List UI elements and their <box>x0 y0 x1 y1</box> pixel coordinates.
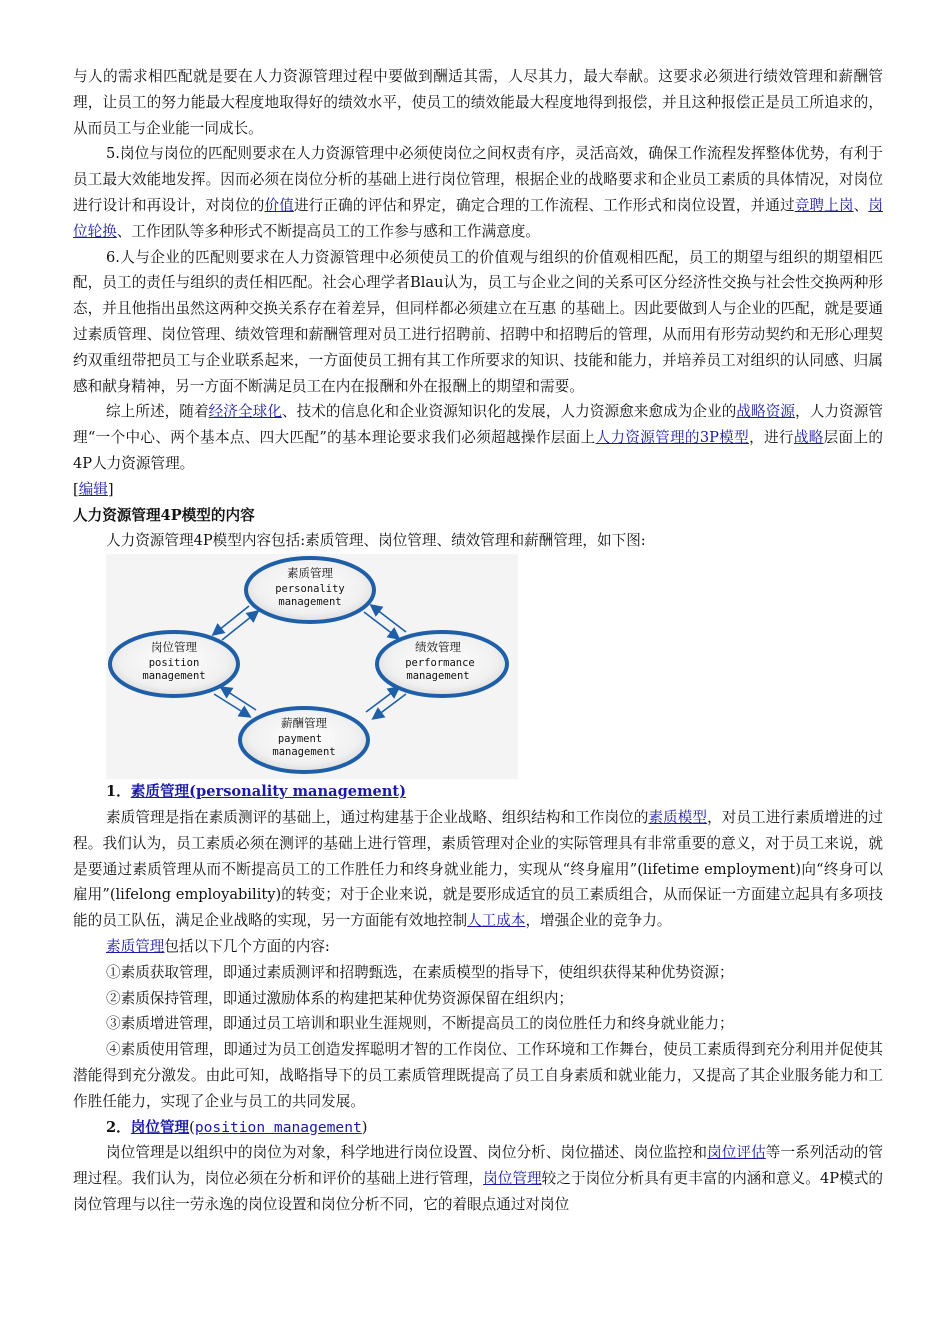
node-personality <box>246 558 374 622</box>
text: 包括以下几个方面的内容: <box>164 937 330 955</box>
s1-list-intro <box>73 934 883 960</box>
node-performance-en2: management <box>406 670 470 683</box>
text: 较之于岗位分析具有更丰富的内涵和意义。4P模式的岗位管理与以往一劳永逸的岗位设置和岗位分析不同，它的着眼点通过对岗位 <box>73 1170 883 1213</box>
edit-link-wrapper: [编辑] <box>73 480 114 498</box>
arrow-top-right <box>364 606 406 638</box>
link-competitive-recruitment[interactable]: 竞聘上岗 <box>794 196 854 214</box>
link-strategy[interactable]: 战略 <box>793 429 824 447</box>
node-position-en2: management <box>142 670 206 683</box>
node-personality-en2: management <box>278 596 342 609</box>
text: ) <box>361 1118 368 1136</box>
4p-model-diagram <box>106 554 518 779</box>
text: 进行正确的评估和界定，确定合理的工作流程、工作形式和岗位设置，并通过 <box>293 196 795 214</box>
link-economic-globalization[interactable]: 经济全球化 <box>208 403 282 421</box>
paragraph-summary <box>73 399 883 476</box>
node-position-cn: 岗位管理 <box>151 640 197 655</box>
s2-title-link-cn[interactable]: 岗位管理 <box>130 1118 190 1136</box>
text: 岗位管理是以组织中的岗位为对象，科学地进行岗位设置、岗位分析、岗位描述、岗位监控和 <box>106 1144 708 1162</box>
text: 层面上的4P人力资源管理。 <box>73 429 883 472</box>
link-3p-model[interactable]: 人力资源管理的3P模型 <box>595 429 750 447</box>
node-performance-en1: performance <box>405 657 475 670</box>
text: ，人力资源管理“一个中心、两个基本点、四大匹配”的基本理论要求我们必须超越操作层面上 <box>73 403 883 447</box>
node-payment-cn: 薪酬管理 <box>281 716 327 731</box>
text: 综上所述，随着 <box>106 403 209 421</box>
link-position-management[interactable]: 岗位管理 <box>483 1170 542 1188</box>
link-labor-cost[interactable]: 人工成本 <box>467 912 526 930</box>
node-performance <box>377 632 507 696</box>
text: ，对员工进行素质增进的过程。我们认为，员工素质必须在测评的基础上进行管理，素质管理对企业的实际管理具有非常重要的意义，对于员工来说，就是要通过素质管理从而不断提高员工的工作胜任力和终身就业能力，实现从“终身雇用”(lifetime employment)向“终身可以雇用”(lifelong employability)的转变；对于企业来说，就是要形成适宜的员工素质组合，从而保证一方面建立起具有多项技能的员工队伍，满足企业战略的实现，另一方面能有效地控制 <box>73 808 883 930</box>
node-position <box>110 632 238 696</box>
paragraph-person-organization-matching: 6.人与企业的匹配则要求在人力资源管理中必须使员工的价值观与组织的价值观相匹配，员工的期望与组织的期望相匹配，员工的责任与组织的责任相匹配。社会心理学者Blau认为，员工与企业之间的关系可区分经济性交换与社会性交换两种形态，并且他指出虽然这两种交换关系存在着差异，但同样都必须建立在互惠 的基础上。因此要做到人与企业的匹配，就是要通过素质管理、岗位管理、绩效管理和薪酬管理对员工进行招聘前、招聘中和招聘后的管理，从而用有形劳动契约和无形心理契约双重纽带把员工与企业联系起来，一方面使员工拥有其工作所要求的知识、技能和能力，并培养员工对组织的认同感、归属感和献身精神，另一方面不断满足员工在内在报酬和外在报酬上的期望和需要。 <box>73 248 883 395</box>
link-competency-model[interactable]: 素质模型 <box>648 808 708 826</box>
section-title: 人力资源管理4P模型的内容 <box>73 506 255 524</box>
text: ，进行 <box>749 429 794 447</box>
s1-item-4: ④素质使用管理，即通过为员工创造发挥聪明才智的工作岗位、工作环境和工作舞台，使员工素质得到充分利用并促使其潜能得到充分激发。由此可知，战略指导下的员工素质管理既提高了员工自身素质和就业能力，又提高了其企业服务能力和工作胜任能力，实现了企业与员工的共同发展。 <box>73 1041 883 1110</box>
s2-number: 2． <box>106 1118 131 1136</box>
link-job-rotation[interactable]: 岗位轮换 <box>73 196 883 240</box>
intro-text: 人力资源管理4P模型内容包括:素质管理、岗位管理、绩效管理和薪酬管理，如下图: <box>106 532 646 550</box>
arrow-top-left <box>214 606 257 640</box>
text: 、工作团队等多种形式不断提高员工的工作参与感和工作满意度。 <box>116 222 541 240</box>
node-personality-en1: personality <box>275 583 345 596</box>
arrow-right-bottom <box>366 688 406 718</box>
node-payment-en1: payment <box>277 733 323 746</box>
paragraph-position-matching <box>73 141 883 244</box>
text: 、 <box>853 196 869 214</box>
diagram-svg <box>106 554 518 779</box>
text: 、技术的信息化和企业资源知识化的发展，人力资源愈来愈成为企业的 <box>281 403 737 421</box>
text: 5.岗位与岗位的匹配则要求在人力资源管理中必须使岗位之间权责有序，灵活高效，确保工作流程发挥整体优势，有利于员工最大效能地发挥。因而必须在岗位分析的基础上进行岗位管理，根据企业的战略要求和企业员工素质的具体情况，对岗位进行设计和再设计，对岗位的 <box>73 145 883 214</box>
link-position-evaluation[interactable]: 岗位评估 <box>707 1144 766 1162</box>
paragraph-matching-needs: 与人的需求相匹配就是要在人力资源管理过程中要做到酬适其需，人尽其力，最大奉献。这要求必须进行绩效管理和薪酬管理，让员工的努力能最大程度地取得好的绩效水平，使员工的绩效能最大程度地得到报偿，并且这种报偿正是员工所追求的，从而员工与企业能一同成长。 <box>73 68 883 137</box>
node-performance-cn: 绩效管理 <box>415 640 461 655</box>
s2-body <box>73 1140 883 1217</box>
document-page <box>73 64 883 1218</box>
s1-item-1: ①素质获取管理，即通过素质测评和招聘甄选，在素质模型的指导下，使组织获得某种优势资源； <box>106 963 734 981</box>
node-position-en1: position <box>148 657 200 670</box>
s1-number: 1． <box>106 783 131 801</box>
s1-title-link[interactable]: 素质管理(personality management) <box>130 783 407 801</box>
s1-item-2: ②素质保持管理，即通过激励体系的构建把某种优势资源保留在组织内； <box>106 989 574 1007</box>
link-value[interactable]: 价值 <box>264 196 294 214</box>
s1-item-3: ③素质增进管理，即通过员工培训和职业生涯规则，不断提高员工的岗位胜任力和终身就业能力； <box>106 1015 734 1033</box>
arrow-left-bottom <box>214 688 256 716</box>
link-strategic-resources[interactable]: 战略资源 <box>736 403 796 421</box>
link-personality-management[interactable]: 素质管理 <box>106 937 165 955</box>
edit-link[interactable]: 编辑 <box>78 480 108 498</box>
node-payment-en2: management <box>272 746 336 759</box>
s2-heading <box>73 1115 883 1141</box>
node-personality-cn: 素质管理 <box>287 566 333 581</box>
text: 等一系列活动的管理过程。我们认为，岗位必须在分析和评价的基础上进行管理， <box>73 1144 883 1188</box>
text: ，增强企业的竞争力。 <box>525 912 672 930</box>
s2-title-link-en[interactable]: position management <box>194 1118 362 1136</box>
node-payment <box>240 708 368 772</box>
text: ( <box>189 1118 195 1136</box>
s1-heading <box>73 779 883 805</box>
s1-body <box>73 805 883 934</box>
text: 素质管理是指在素质测评的基础上，通过构建基于企业战略、组织结构和工作岗位的 <box>106 808 649 826</box>
